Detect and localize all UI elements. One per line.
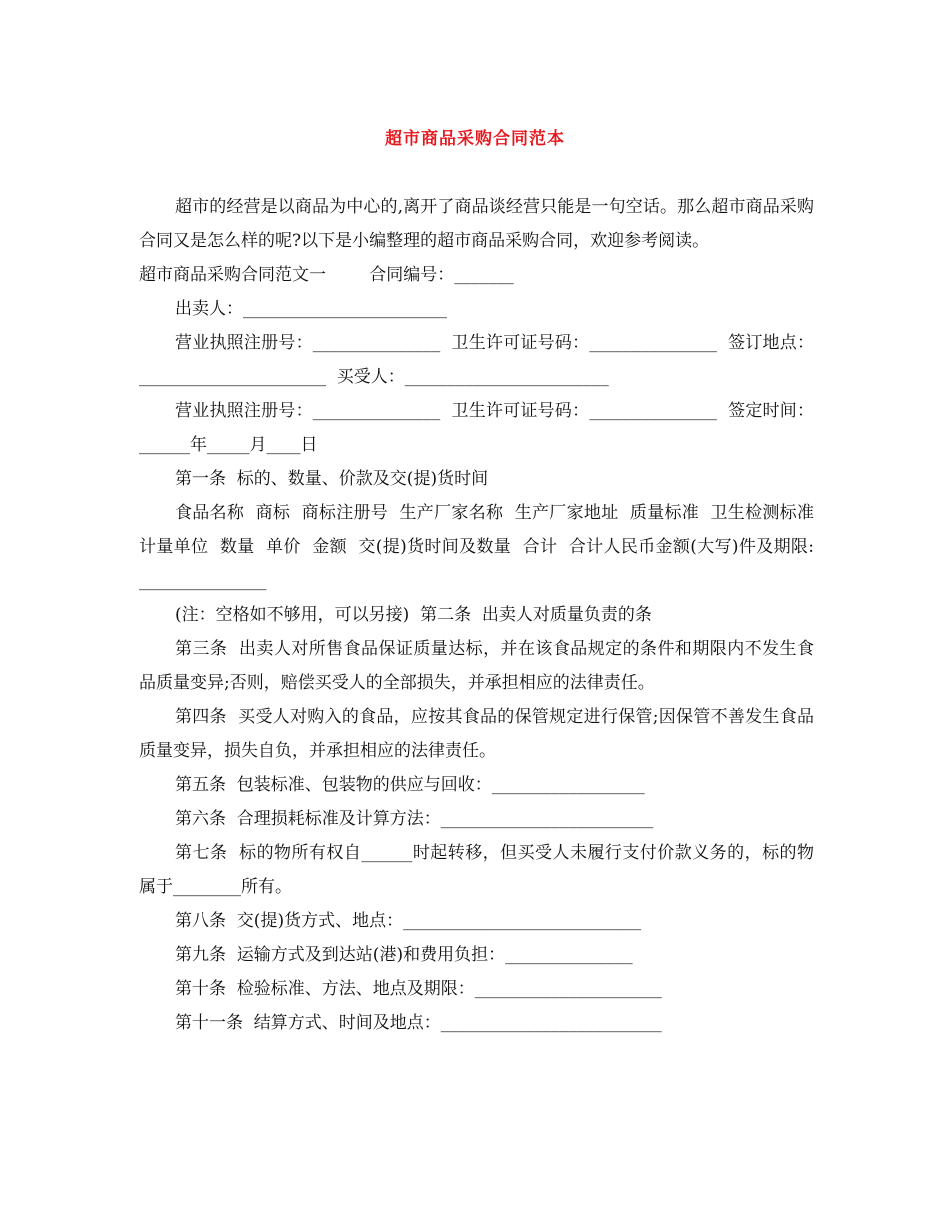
article-8: 第八条 交(提)货方式、地点：____________________________: [175, 911, 642, 931]
article-4: 第四条 买受人对购入的食品，应按其食品的保管规定进行保管;因保管不善发生食品质量变异，损失自负，并承担相应的法律责任。: [139, 707, 814, 761]
seller-license-field: 营业执照注册号：_______________ 卫生许可证号码：_______________ 签订地点：______________________ 买受人：________________________: [139, 333, 814, 387]
article-1: 第一条 标的、数量、价款及交(提)货时间: [175, 469, 489, 489]
article-1-columns: 食品名称 商标 商标注册号 生产厂家名称 生产厂家地址 质量标准 卫生检测标准 计量单位 数量 单价 金额 交(提)货时间及数量 合计 合计人民币金额(大写)件及期限: _______________: [139, 503, 825, 591]
intro-paragraph: 超市的经营是以商品为中心的,离开了商品谈经营只能是一句空话。那么超市商品采购合同又是怎么样的呢?以下是小编整理的超市商品采购合同，欢迎参考阅读。: [139, 197, 814, 251]
document-title: 超市商品采购合同范本: [385, 129, 565, 149]
article-6: 第六条 合理损耗标准及计算方法：_________________________: [175, 809, 654, 829]
article-11: 第十一条 结算方式、时间及地点：__________________________: [175, 1013, 662, 1033]
buyer-license-field: 营业执照注册号：_______________ 卫生许可证号码：_______________ 签定时间：______年_____月____日: [139, 401, 814, 455]
contract-heading: 超市商品采购合同范文一 合同编号：_______: [139, 265, 514, 285]
article-5: 第五条 包装标准、包装物的供应与回收：__________________: [175, 775, 645, 795]
article-3: 第三条 出卖人对所售食品保证质量达标，并在该食品规定的条件和期限内不发生食品质量变异;否则，赔偿买受人的全部损失，并承担相应的法律责任。: [139, 639, 814, 693]
article-7: 第七条 标的物所有权自______时起转移，但买受人未履行支付价款义务的，标的物属于________所有。: [139, 843, 814, 897]
document-body: [139, 190, 825, 1040]
article-9: 第九条 运输方式及到达站(港)和费用负担：_______________: [175, 945, 633, 965]
article-10: 第十条 检验标准、方法、地点及期限：______________________: [175, 979, 662, 999]
seller-field: 出卖人：________________________: [175, 299, 447, 319]
article-2: (注：空格如不够用，可以另接) 第二条 出卖人对质量负责的条: [175, 605, 652, 625]
